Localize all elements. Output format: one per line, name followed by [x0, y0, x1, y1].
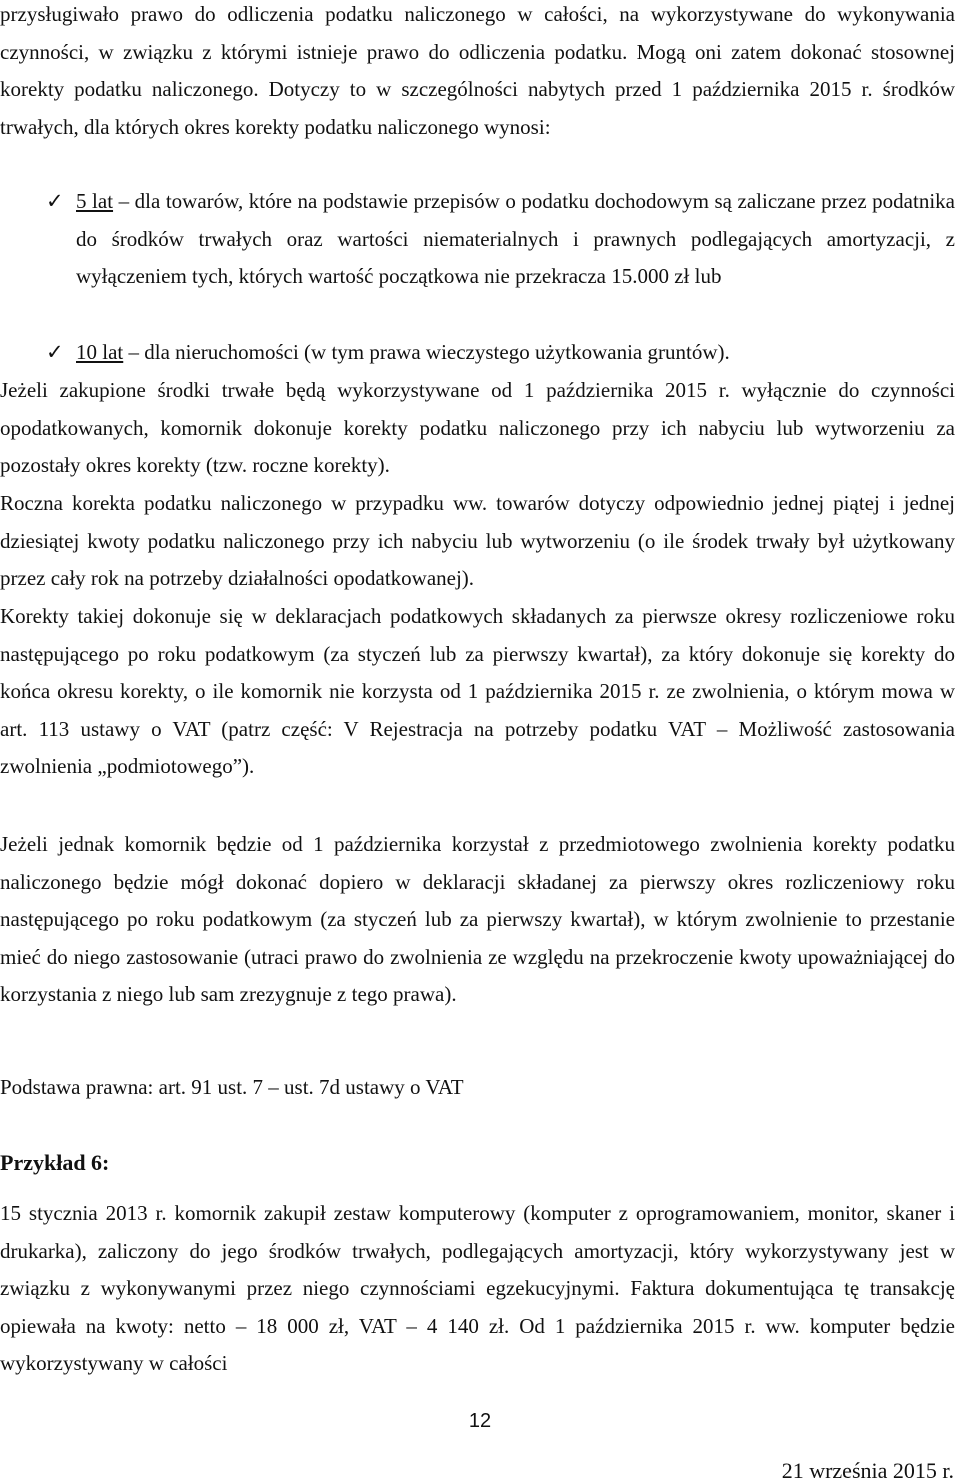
paragraph-jednak: Jeżeli jednak komornik będzie od 1 października korzystał z przedmiotowego zwolnienia korekty podatku naliczonego będzie mógł dokonać dopiero w deklaracji składanej za pierwszy okres rozliczeniowy roku następującego po roku podatkowym (za styczeń lub za pierwszy kwartał), w którym zwolnienie to przestanie mieć do niego zastosowanie (utraci prawo do zwolnienia ze względu na przekroczenie kwoty upoważniającej do korzystania z niego lub sam zrezygnuje z tego prawa). [0, 832, 955, 1007]
paragraph-intro: przysługiwało prawo do odliczenia podatku naliczonego w całości, na wykorzystywane do wykonywania czynności, w związku z którymi istnieje prawo do odliczenia podatku. Mogą oni zatem dokonać stosownej korekty podatku naliczonego. Dotyczy to w szczególności nabytych przed 1 października 2015 r. środków trwałych, dla których okres korekty podatku naliczonego wynosi: [0, 2, 955, 139]
page-number: 12 [468, 1410, 492, 1432]
list-item-description: – dla nieruchomości (w tym prawa wieczystego użytkowania gruntów). [123, 340, 730, 364]
paragraph-example: 15 stycznia 2013 r. komornik zakupił zestaw komputerowy (komputer z oprogramowaniem, monitor, skaner i drukarka), zaliczony do jego środków trwałych, podlegających amortyzacji, który wykorzystywany jest w związku z wykonywanymi przez niego czynnościami egzekucyjnymi. Faktura dokumentująca tę transakcję opiewała na kwoty: netto – 18 000 zł, VAT – 4 140 zł. Od 1 października 2015 r. ww. komputer będzie wykorzystywany w całości [0, 1201, 955, 1376]
checkmark-icon: ✓ [46, 340, 64, 364]
legal-basis: Podstawa prawna: art. 91 ust. 7 – ust. 7d ustawy o VAT [0, 1075, 464, 1099]
list-item-term: 10 lat [76, 340, 124, 364]
paragraph-korekty: Korekty takiej dokonuje się w deklaracjach podatkowych składanych za pierwsze okresy rozliczeniowe roku następującego po roku podatkowym (za styczeń lub za pierwszy kwartał), za który dokonuje się korekty do końca okresu korekty, o ile komornik nie korzysta od 1 października 2015 r. ze zwolnienia, o którym mowa w art. 113 ustawy o VAT (patrz część: V Rejestracja na potrzeby podatku VAT – Możliwość zastosowania zwolnienia „podmiotowego”). [0, 604, 955, 779]
list-item-text [76, 334, 955, 372]
list-item-description: – dla towarów, które na podstawie przepisów o podatku dochodowym są zaliczane przez podatnika do środków trwałych oraz wartości niematerialnych i prawnych podlegających amortyzacji, z wyłączeniem tych, których wartość początkowa nie przekracza 15.000 zł lub [76, 189, 955, 289]
list-item-text [76, 183, 955, 296]
paragraph-jezeli: Jeżeli zakupione środki trwałe będą wykorzystywane od 1 października 2015 r. wyłącznie do czynności opodatkowanych, komornik dokonuje korekty podatku naliczonego przy ich nabyciu lub wytworzeniu za pozostały okres korekty (tzw. roczne korekty). [0, 378, 955, 478]
footer-date: 21 września 2015 r. [781, 1458, 954, 1483]
list-item-term: 5 lat [76, 189, 114, 213]
checkmark-icon: ✓ [46, 189, 64, 213]
paragraph-roczna-korekta: Roczna korekta podatku naliczonego w przypadku ww. towarów dotyczy odpowiednio jednej piątej i jednej dziesiątej kwoty podatku naliczonego przy ich nabyciu lub wytworzeniu (o ile środek trwały był użytkowany przez cały rok na potrzeby działalności opodatkowanej). [0, 491, 955, 591]
example-heading: Przykład 6: [0, 1150, 110, 1175]
